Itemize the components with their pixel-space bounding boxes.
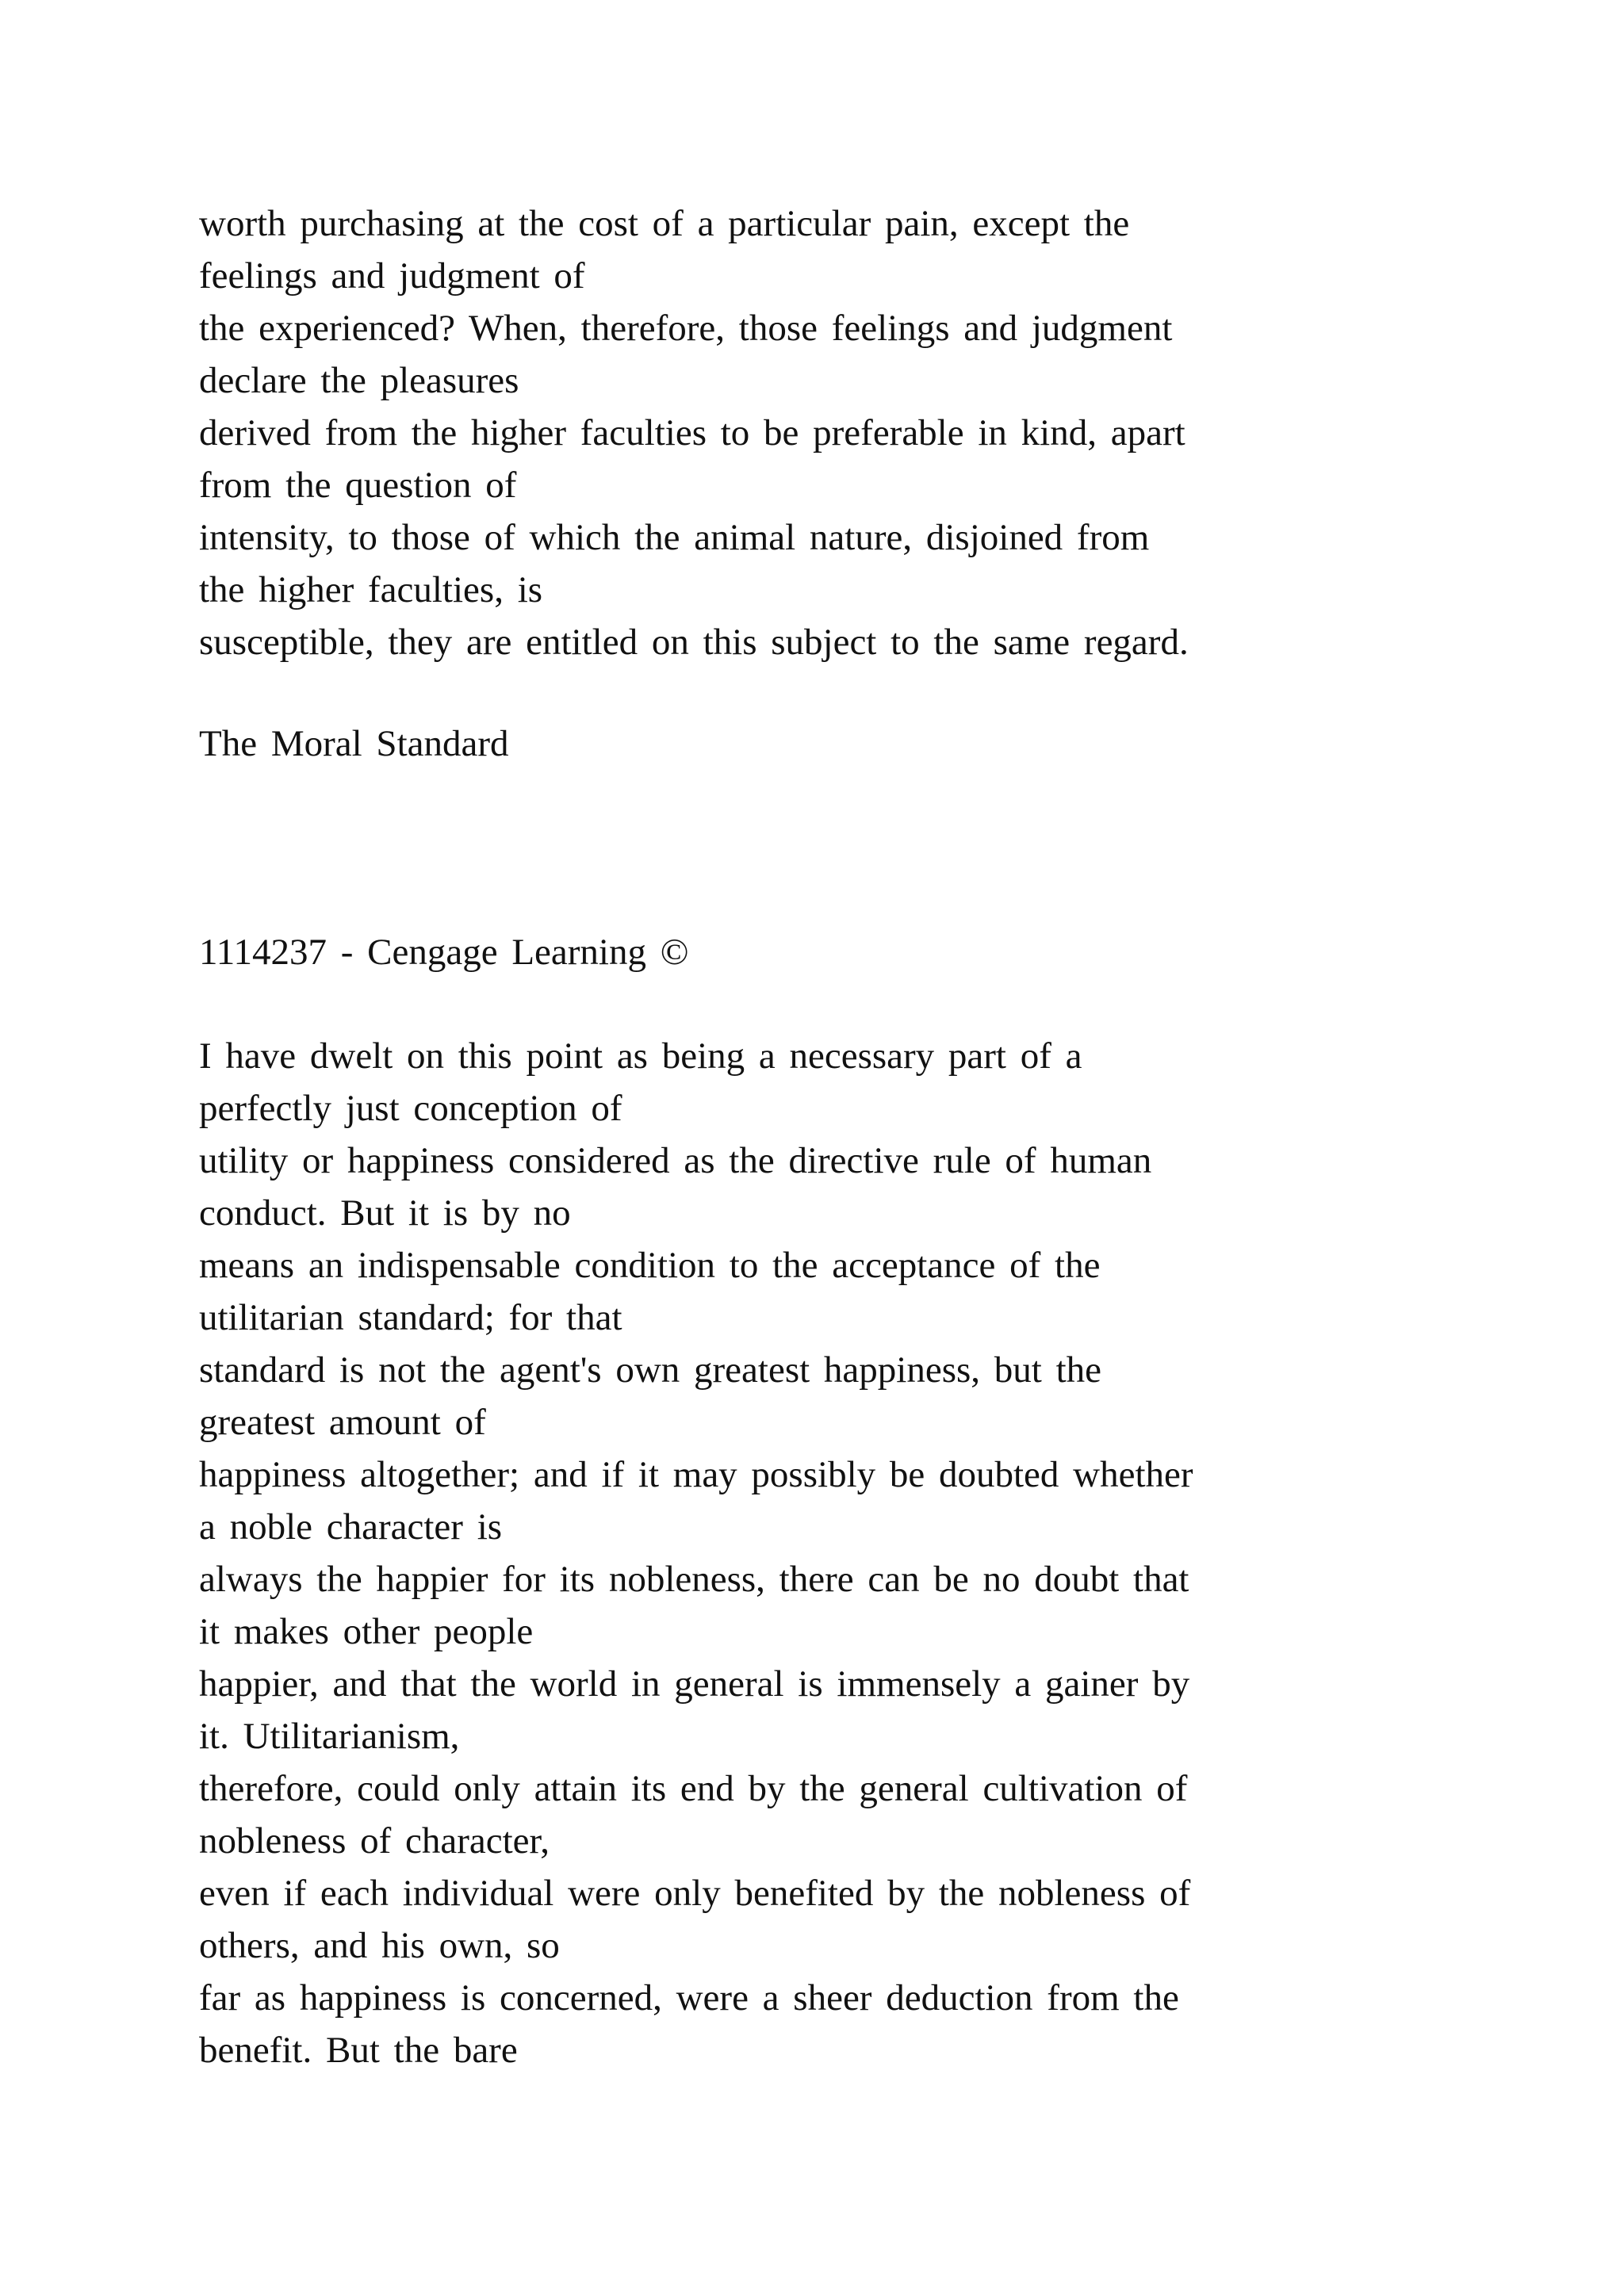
text-line: nobleness of character, bbox=[199, 1820, 550, 1862]
text-line: I have dwelt on this point as being a necessary part of a bbox=[199, 1035, 1082, 1077]
text-line: intensity, to those of which the animal nature, disjoined from bbox=[199, 517, 1150, 558]
text-line: others, and his own, so bbox=[199, 1925, 560, 1966]
text-line: utility or happiness considered as the directive rule of human bbox=[199, 1140, 1152, 1181]
section-heading: The Moral Standard bbox=[199, 723, 509, 764]
text-line: utilitarian standard; for that bbox=[199, 1297, 622, 1338]
text-line: the experienced? When, therefore, those feelings and judgment bbox=[199, 308, 1173, 349]
text-line: even if each individual were only benefited by the nobleness of bbox=[199, 1873, 1191, 1914]
paragraph-2 bbox=[199, 1030, 1547, 2076]
text-line: happier, and that the world in general is immensely a gainer by bbox=[199, 1663, 1190, 1705]
text-line: greatest amount of bbox=[199, 1402, 486, 1443]
text-line: derived from the higher faculties to be preferable in kind, apart bbox=[199, 412, 1185, 453]
text-line: declare the pleasures bbox=[199, 360, 519, 401]
text-line: susceptible, they are entitled on this subject to the same regard. bbox=[199, 622, 1189, 663]
text-line: standard is not the agent's own greatest happiness, but the bbox=[199, 1349, 1102, 1391]
section-heading-block bbox=[199, 718, 1547, 770]
text-line: worth purchasing at the cost of a particular pain, except the bbox=[199, 203, 1130, 244]
text-line: it makes other people bbox=[199, 1611, 534, 1652]
text-line: benefit. But the bare bbox=[199, 2030, 518, 2071]
text-line: always the happier for its nobleness, there can be no doubt that bbox=[199, 1559, 1189, 1600]
text-line: a noble character is bbox=[199, 1506, 503, 1548]
text-line: perfectly just conception of bbox=[199, 1088, 622, 1129]
text-line: the higher faculties, is bbox=[199, 569, 543, 610]
text-line: conduct. But it is by no bbox=[199, 1192, 571, 1234]
footer-notice-block bbox=[199, 926, 1547, 978]
text-line: it. Utilitarianism, bbox=[199, 1716, 460, 1757]
text-line: means an indispensable condition to the acceptance of the bbox=[199, 1245, 1101, 1286]
text-line: therefore, could only attain its end by the general cultivation of bbox=[199, 1768, 1188, 1809]
text-line: from the question of bbox=[199, 465, 517, 506]
paragraph-1 bbox=[199, 197, 1547, 668]
text-line: feelings and judgment of bbox=[199, 255, 585, 297]
copyright-notice: 1114237 - Cengage Learning © bbox=[199, 932, 689, 973]
text-line: far as happiness is concerned, were a sheer deduction from the bbox=[199, 1977, 1179, 2019]
text-line: happiness altogether; and if it may possibly be doubted whether bbox=[199, 1454, 1193, 1495]
